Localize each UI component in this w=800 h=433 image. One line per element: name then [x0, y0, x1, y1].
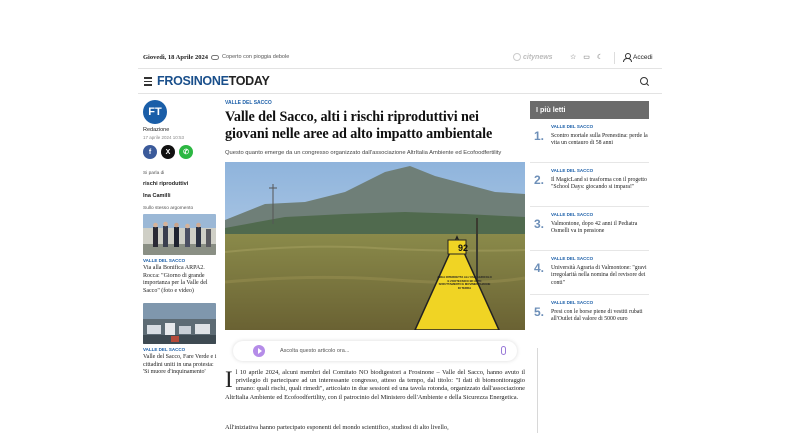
left-column — [143, 100, 218, 377]
most-read-heading: I più letti — [530, 101, 649, 119]
related-thumbnail[interactable] — [143, 303, 216, 344]
user-icon — [623, 53, 630, 61]
citynews-label: citynews — [523, 53, 553, 61]
tag-link-rischi[interactable]: rischi riproduttivi — [143, 181, 189, 187]
weather-widget[interactable] — [211, 54, 289, 60]
most-read-title[interactable]: Presi con le borse piene di vestiti rubati all'Outlet dal valore di 5000 euro — [551, 309, 643, 323]
related-title[interactable]: Via alla Bonifica ARPA2. Rocca: "Giorno di grande importanza per la Valle del Sacco" (foto e video) — [143, 265, 208, 294]
rank-number: 5. — [534, 305, 545, 319]
rank-number: 3. — [534, 217, 545, 231]
audio-label: Ascolta questo articolo ora... — [280, 348, 350, 354]
publish-date: 17 aprile 2024 10:53 — [143, 135, 185, 140]
login-label: Accedi — [633, 53, 653, 61]
article-paragraph-1 — [225, 369, 525, 402]
tags-label: Si parla di — [143, 171, 165, 176]
menu-icon[interactable] — [144, 77, 152, 85]
most-read-category[interactable]: VALLE DEL SACCO — [551, 212, 594, 217]
star-icon[interactable]: ☆ — [570, 54, 577, 61]
related-title[interactable]: Valle del Sacco, Fare Verde e i cittadini uniti in una protesta: 'Si muore d'inquinamento' — [143, 354, 217, 375]
most-read-item[interactable] — [530, 119, 649, 163]
citynews-logo[interactable] — [513, 53, 553, 61]
login-button[interactable] — [623, 53, 653, 61]
moon-icon[interactable]: ☾ — [596, 54, 604, 61]
author-name[interactable]: Redazione — [143, 127, 170, 133]
top-utility-bar — [0, 48, 800, 68]
most-read-sidebar — [530, 101, 649, 339]
most-read-category[interactable]: VALLE DEL SACCO — [551, 168, 594, 173]
share-buttons — [143, 145, 218, 159]
article-paragraph-2: All'iniziativa hanno partecipato esponenti del mondo scientifico, studiosi di alto livello, — [225, 424, 449, 431]
microphone-icon[interactable] — [501, 346, 506, 355]
sign-text: AREA INTERDETTA ALL'USO AGRICOLO E ZOOTECNICO ED ALTO SFRUTTAMENTO E MOVIMENTAZIONE DI TERRA — [437, 275, 492, 290]
divider — [614, 52, 615, 64]
x-twitter-icon[interactable]: X — [161, 145, 175, 159]
most-read-title[interactable]: Il MagicLand si trasforma con il progetto "School Days: giocando si impara!" — [551, 177, 647, 191]
rank-number: 1. — [534, 129, 545, 143]
article-category[interactable]: VALLE DEL SACCO — [225, 100, 272, 106]
audio-player[interactable] — [233, 341, 517, 361]
logo-part2: TODAY — [228, 74, 270, 88]
related-label: Sullo stesso argomento — [143, 206, 194, 211]
most-read-item[interactable] — [530, 295, 649, 339]
article-hero-image[interactable] — [225, 162, 525, 330]
rank-number: 4. — [534, 261, 545, 275]
most-read-title[interactable]: Università Agraria di Valmontone: "gravi irregolarità nella nomina del revisore dei conti" — [551, 265, 647, 286]
current-date: Giovedì, 18 Aprile 2024 — [143, 54, 208, 61]
main-header — [138, 68, 662, 94]
display-tools — [570, 53, 603, 61]
related-category[interactable]: VALLE DEL SACCO — [143, 347, 186, 352]
weather-text: Coperto con pioggia debole — [222, 54, 290, 60]
tag-link-camilli[interactable]: Ina Camilli — [143, 193, 171, 199]
article — [225, 100, 525, 431]
related-thumbnail[interactable] — [143, 214, 216, 255]
whatsapp-icon[interactable]: ✆ — [179, 145, 193, 159]
most-read-title[interactable]: Scontro mortale sulla Prenestina: perde la vita un centauro di 58 anni — [551, 133, 648, 147]
citynews-icon — [513, 53, 521, 61]
related-category[interactable]: VALLE DEL SACCO — [143, 258, 186, 263]
rank-number: 2. — [534, 173, 545, 187]
most-read-item[interactable] — [530, 207, 649, 251]
most-read-category[interactable]: VALLE DEL SACCO — [551, 300, 594, 305]
drop-cap: I — [225, 367, 233, 392]
site-logo[interactable] — [157, 74, 270, 88]
paragraph-1-text: l 10 aprile 2024, alcuni membri del Comitato NO biodigestori a Frosinone – Valle del Sacco, hanno avuto il privilegio di partecipare ad un interessante congresso, atteso da tempo, dal titolo: "I dati di biomonitoraggio umano: quali rischi, quali rimedi", articolato in due sessioni ed una tavola rotonda, organizzato dall'associazione AltrItalia Ambiente ed Ecofoodfertility, con il patrocinio del Ministero dell'Ambiente e della Sicurezza Energetica. — [225, 369, 525, 401]
play-icon[interactable] — [253, 345, 265, 357]
sidebar-divider — [537, 348, 538, 433]
facebook-icon[interactable]: f — [143, 145, 157, 159]
related-item[interactable] — [143, 303, 218, 377]
author-avatar[interactable]: FT — [143, 100, 167, 124]
cloud-rain-icon — [211, 55, 219, 60]
article-subtitle: Questo quanto emerge da un congresso organizzato dall'associazione AltrItalia Ambiente ed Ecofoodfertility — [225, 150, 502, 156]
sign-number: 92 — [457, 243, 468, 253]
most-read-category[interactable]: VALLE DEL SACCO — [551, 256, 594, 261]
monitor-icon[interactable]: ▭ — [583, 54, 590, 61]
related-item[interactable] — [143, 214, 218, 295]
article-title: Valle del Sacco, alti i rischi riproduttivi nei giovani nelle aree ad alto impatto ambientale — [225, 109, 493, 142]
most-read-category[interactable]: VALLE DEL SACCO — [551, 124, 594, 129]
most-read-item[interactable] — [530, 251, 649, 295]
logo-part1: FROSINONE — [157, 74, 229, 88]
most-read-item[interactable] — [530, 163, 649, 207]
search-icon[interactable] — [640, 77, 649, 86]
most-read-title[interactable]: Valmontone, dopo 42 anni il Pediatra Osmelli va in pensione — [551, 221, 638, 235]
